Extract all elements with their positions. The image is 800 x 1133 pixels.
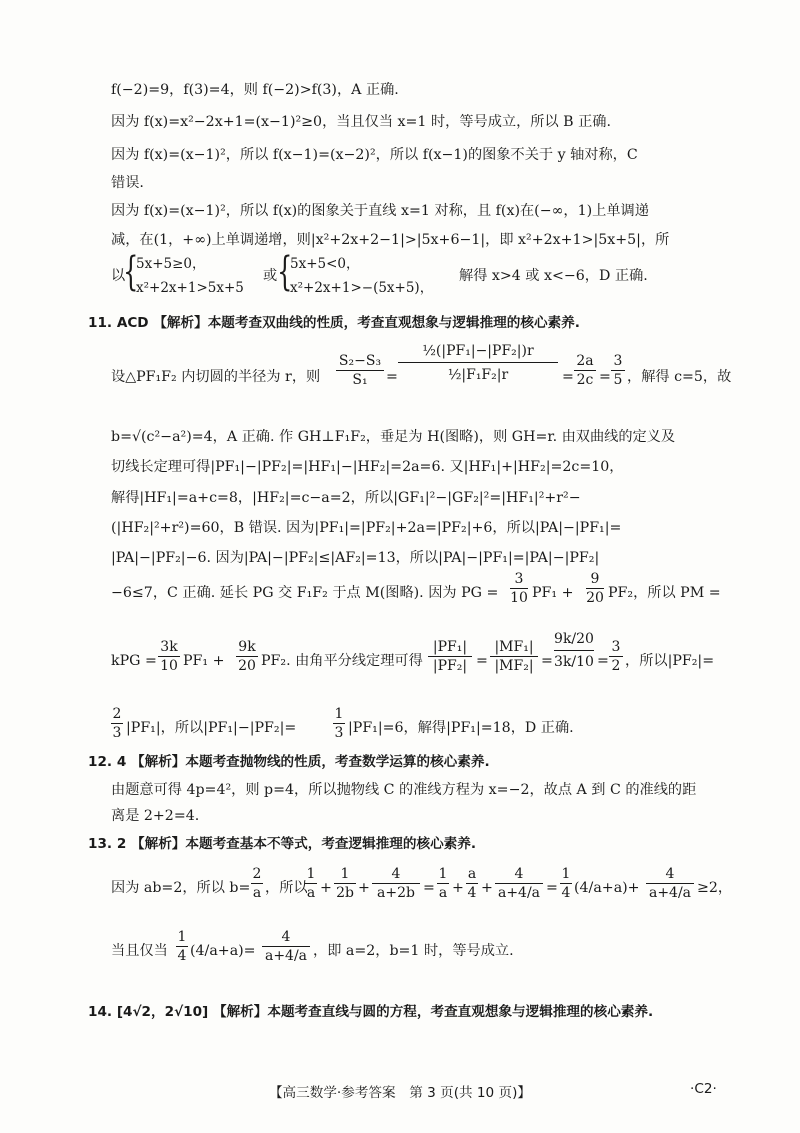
- text-line: f(−2)=9，f(3)=4，则 f(−2)>f(3)，A 正确.: [111, 82, 399, 98]
- text-line: 由题意可得 4p=4²，则 p=4，所以抛物线 C 的准线方程为 x=−2，故点 A 到 C 的准线的距: [111, 782, 697, 798]
- text-line: 因为 f(x)=(x−1)²，所以 f(x−1)=(x−2)²，所以 f(x−1)的图象不关于 y 轴对称，C: [111, 147, 638, 163]
- fraction: 4 a+4/a: [646, 865, 694, 902]
- text-line: 切线长定理可得|PF₁|−|PF₂|=|HF₁|−|HF₂|=2a=6. 又|HF₁|+|HF₂|=2c=10，: [111, 459, 624, 475]
- math-sign: =: [423, 880, 435, 896]
- fraction: 4 a+4/a: [262, 928, 310, 965]
- text-line: 因为 f(x)=(x−1)²，所以 f(x)的图象关于直线 x=1 对称，且 f(x)在(−∞，1)上单调递: [111, 203, 649, 219]
- question-heading: 12. 4 【解析】本题考查抛物线的性质，考查数学运算的核心素养.: [88, 754, 490, 770]
- fraction: 1 3: [334, 706, 344, 741]
- math-sign: =: [597, 653, 609, 669]
- question-heading: 11. ACD 【解析】本题考查双曲线的性质，考查直观想象与逻辑推理的核心素养.: [88, 315, 580, 331]
- system-row: 5x+5<0，: [290, 256, 360, 272]
- text-line: 离是 2+2=4.: [111, 808, 200, 824]
- fraction: 9k 20: [236, 638, 258, 675]
- text-line: b=√(c²−a²)=4，A 正确. 作 GH⊥F₁F₂，垂足为 H(图略)，则 GH=r. 由双曲线的定义及: [111, 429, 676, 445]
- text-line: 因为 ab=2，所以 b=: [111, 880, 251, 896]
- text-line: 减，在(1，+∞)上单调递增，则|x²+2x+2−1|>|5x+6−1|，即 x²+2x+1>|5x+5|，所: [111, 232, 670, 248]
- brace-icon: {: [277, 249, 293, 295]
- math-sign: +: [452, 880, 464, 896]
- text-line: ≥2，: [697, 880, 733, 896]
- fraction: 1 4: [561, 866, 571, 901]
- math-sign: =: [546, 880, 558, 896]
- text-line: PF₂. 由角平分线定理可得: [261, 653, 423, 669]
- text-line: −6≤7，C 正确. 延长 PG 交 F₁F₂ 于点 M(图略). 因为 PG =: [111, 585, 499, 601]
- fraction: 4 a+2b: [372, 865, 420, 902]
- text-line: 解得 x>4 或 x<−6，D 正确.: [459, 268, 648, 284]
- text-line: ，解得 c=5，故: [627, 369, 732, 385]
- fraction: |PF₁| |PF₂|: [428, 638, 472, 675]
- fraction: |MF₁| |MF₂|: [490, 638, 538, 675]
- text-line: |PF₁|，所以|PF₁|−|PF₂|=: [126, 720, 297, 736]
- text-line: kPG =: [111, 653, 157, 669]
- text-line: |PF₁|=6，解得|PF₁|=18，D 正确.: [348, 720, 574, 736]
- fraction: 1 4: [177, 929, 187, 964]
- question-heading: 13. 2 【解析】本题考查基本不等式，考查逻辑推理的核心素养.: [88, 836, 477, 852]
- fraction: 1 a: [306, 866, 316, 901]
- fraction: 3k 10: [158, 638, 180, 675]
- text-line: PF₁ +: [183, 653, 225, 669]
- text-line: 或: [263, 268, 278, 284]
- math-sign: =: [541, 653, 553, 669]
- math-sign: +: [358, 880, 370, 896]
- fraction: 2 3: [112, 706, 122, 741]
- fraction: 9k/20 3k/10: [554, 631, 594, 670]
- fraction: 9 20: [586, 571, 604, 606]
- fraction: a 4: [467, 866, 477, 901]
- fraction: S₂−S₃ S₁: [336, 352, 384, 389]
- fraction: 1 a: [438, 866, 448, 901]
- text-line: 设△PF₁F₂ 内切圆的半径为 r，则: [111, 369, 321, 385]
- text-line: PF₁ +: [532, 585, 574, 601]
- fraction: 1 2b: [334, 865, 356, 902]
- text-line: |PA|−|PF₂|−6. 因为|PA|−|PF₂|≤|AF₂|=13，所以|PA|−|PF₁|=|PA|−|PF₂|: [111, 550, 600, 566]
- math-sign: =: [599, 369, 611, 385]
- text-line: 以: [111, 268, 126, 284]
- text-line: 解得|HF₁|=a+c=8，|HF₂|=c−a=2，所以|GF₁|²−|GF₂|²=|HF₁|²+r²−: [111, 490, 581, 506]
- math-sign: =: [476, 653, 488, 669]
- text-line: 错误.: [111, 175, 144, 191]
- text-line: 当且仅当: [111, 943, 168, 959]
- system-row: x²+2x+1>−(5x+5)，: [290, 280, 434, 296]
- math-sign: +: [481, 880, 493, 896]
- text-line: (|HF₂|²+r²)=60，B 错误. 因为|PF₁|=|PF₂|+2a=|PF₂|+6，所以|PA|−|PF₁|=: [111, 520, 622, 536]
- page-footer: 【高三数学·参考答案 第 3 页(共 10 页)】: [268, 1085, 532, 1101]
- fraction: 4 a+4/a: [495, 865, 543, 902]
- fraction: 3 2: [609, 638, 623, 675]
- text-line: ，所以: [265, 880, 308, 896]
- math-sign: =: [562, 369, 574, 385]
- page-code: ·C2·: [690, 1081, 717, 1097]
- text-line: (4/a+a)+: [574, 880, 640, 896]
- text-line: ，即 a=2，b=1 时，等号成立.: [313, 943, 514, 959]
- fraction: ½(|PF₁|−|PF₂|)r ½|F₁F₂|r: [398, 340, 558, 387]
- text-line: ，所以|PF₂|=: [625, 653, 715, 669]
- brace-icon: {: [123, 249, 139, 295]
- fraction: 3 10: [510, 571, 528, 606]
- system-row: 5x+5≥0，: [136, 256, 206, 272]
- text-line: (4/a+a)=: [190, 943, 256, 959]
- math-sign: +: [320, 880, 332, 896]
- system-row: x²+2x+1>5x+5: [136, 280, 244, 296]
- fraction: 3 5: [611, 352, 625, 389]
- text-line: PF₂，所以 PM =: [608, 585, 721, 601]
- fraction: 2a 2c: [574, 352, 596, 389]
- fraction: 2 a: [252, 866, 262, 901]
- text-line: 因为 f(x)=x²−2x+1=(x−1)²≥0，当且仅当 x=1 时，等号成立，所以 B 正确.: [111, 114, 611, 130]
- math-sign: =: [386, 369, 398, 385]
- question-heading: 14. [4√2，2√10] 【解析】本题考查直线与圆的方程，考查直观想象与逻辑推理的核心素养.: [88, 1004, 654, 1020]
